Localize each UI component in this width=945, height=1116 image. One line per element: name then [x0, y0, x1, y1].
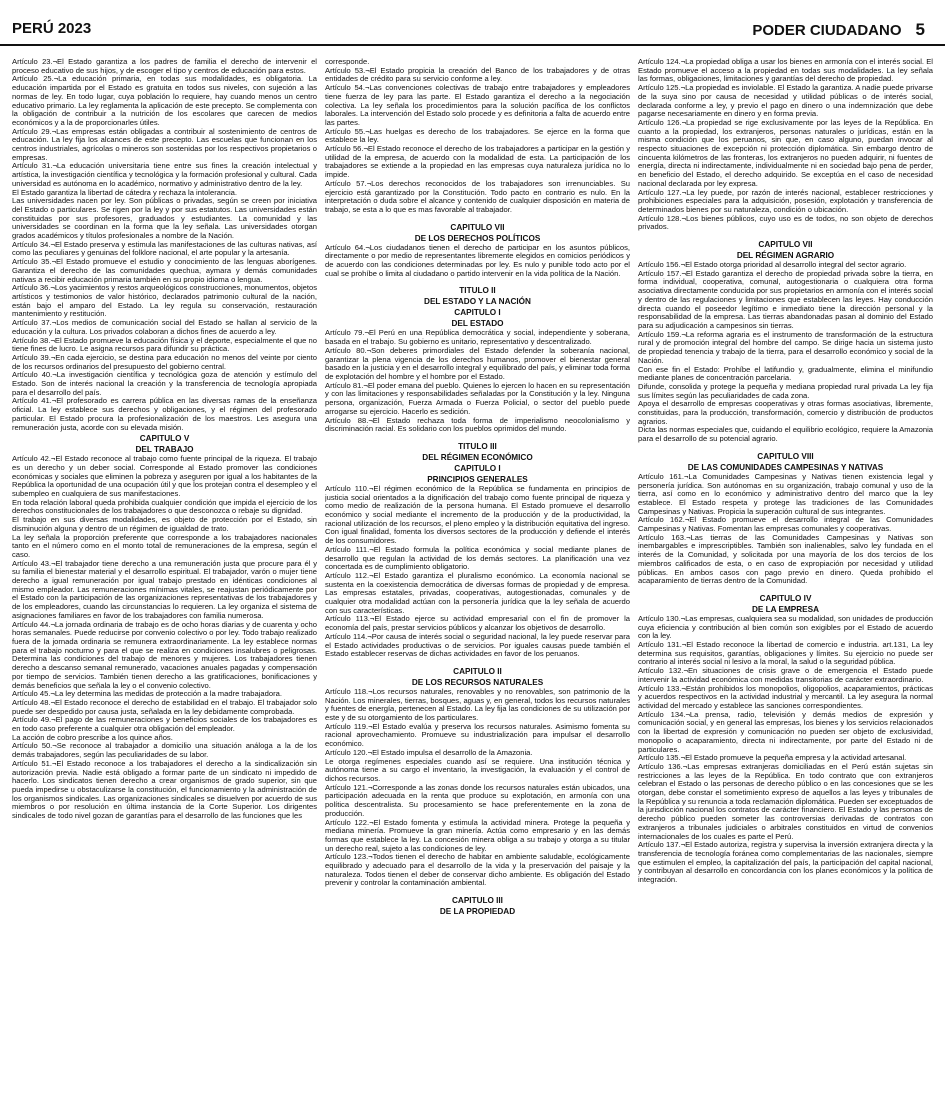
chapter-heading: CAPITULO VII — [450, 222, 505, 232]
chapter-subheading: DE LA EMPRESA — [751, 604, 820, 614]
article-paragraph: Artículo 123.¬Todos tienen el derecho de habitar en ambiente saludable, ecológicamente equilibrado y adecuado para el desarrollo de la vida y la preservación del paisaje y la naturaleza. Todos tienen el deber de conservar dicho ambiente. Es obligación del Estado prevenir y controlar la contaminación ambiental. — [325, 852, 630, 888]
article-paragraph: Artículo 132.¬En situaciones de crisis grave o de emergencia el Estado puede intervenir la actividad económica con medidas transitorias de carácter extraordinario. — [638, 666, 933, 684]
article-paragraph: Artículo 81.¬El poder emana del pueblo. Quienes lo ejercen lo hacen en su representación y con las limitaciones y responsabilidades señaladas por la Constitución y la ley. Ninguna persona, organización, Fuerza Armada o Fuerza Policial, o sector del pueblo puede arrogarse su ejercicio. Hacerlo es sedición. — [325, 380, 630, 416]
article-columns — [12, 58, 932, 1108]
chapter-subheading: DE LOS RECURSOS NATURALES — [411, 677, 544, 687]
article-paragraph: Artículo 110.¬El régimen económico de la República se fundamenta en principios de justicia social orientados a la dignificación del trabajo como fuente principal de riqueza y como medio de realización de la persona humana. El Estado promueve el desarrollo económico y social mediante el incremento de la producción y de la productividad, la racional utilización de los recursos, el pleno empleo y la distribución equitativa del ingreso. Con igual finalidad, fomenta los diversos sectores de la producción y defiende el interés de los consumidores. — [325, 483, 630, 546]
article-paragraph: Artículo 54.¬Las convenciones colectivas de trabajo entre trabajadores y empleadores tiene fuerza de ley para las parte. El Estado garantiza el derecho a la negociación colectiva. La ley señala los procedimientos para la solución pacífica de los conflictos laborales. La intervención del Estado solo procede y es definitoria a falta de acuerdo entre las partes. — [325, 83, 630, 127]
page-header — [0, 0, 945, 46]
article-paragraph: Artículo 156.¬El Estado otorga prioridad al desarrollo integral del sector agrario. — [638, 260, 907, 270]
article-paragraph: Artículo 122.¬El Estado fomenta y estimula la actividad minera. Protege la pequeña y mediana minería. Promueve la gran minería. Actúa como empresario y en las demás formas que establece la ley. La concesión minera obliga a su trabajo y otorga a su titular un derecho real, sujeto a las condiciones de ley. — [325, 817, 630, 853]
article-paragraph: Dicta las normas especiales que, cuidando el equilibrio ecológico, requiere la Amazonia para el desarrollo de su potencial agrario. — [638, 425, 933, 444]
article-paragraph: En toda relación laboral queda prohibida cualquier condición que impida el ejercicio de los derechos constitucionales de los trabajadores o que desconozca o rebaje su dignidad. — [12, 497, 317, 516]
article-paragraph: Difunde, consolida y protege la pequeña y mediana propiedad rural privada La ley fija sus límites según las peculiaridades de cada zona. — [638, 381, 933, 400]
article-paragraph: Le otorga regímenes especiales cuando así se requiere. Una institución técnica y autónoma tiene a su cargo el inventario, la investigación, la evaluación y el control de dichos recursos. — [325, 756, 630, 783]
chapter-subheading: DEL TRABAJO — [135, 445, 194, 455]
chapter-heading: CAPITULO IV — [759, 593, 812, 603]
chapter-subheading: DEL RÉGIMEN ECONÓMICO — [422, 452, 533, 462]
chapter-subheading: CAPITULO I — [454, 463, 501, 473]
article-paragraph: El trabajo en sus diversas modalidades, es objeto de protección por el Estado, sin disminución alguna y dentro de un régimen de igualdad de trato. — [12, 515, 317, 533]
article-paragraph: Artículo 121.¬Corresponde a las zonas donde los recursos naturales están ubicados, una participación adecuada en la renta que produce su explotación, en armonía con una política descentralista. Su procesamiento se hace preferentemente en la zona de producción. — [325, 782, 630, 818]
newspaper-edition: PERÚ 2023 — [12, 20, 92, 37]
article-paragraph: Artículo 41.¬El profesorado es carrera pública en las diversas ramas de la enseñanza oficial. La ley establece sus derechos y obligaciones, y el régimen del profesorado particular. El Estado procura la profesionalización de los maestros. Les asegura una remuneración justa, acorde con su elevada misión. — [12, 396, 317, 432]
article-paragraph: Artículo 114.¬Por causa de interés social o seguridad nacional, la ley puede reservar para el Estado actividades productivas o de servicios. Por iguales causas puede también el Estado establecer reservas de dichas actividades en favor de los peruanos. — [325, 631, 630, 659]
chapter-subheading: DEL ESTADO — [451, 319, 504, 329]
chapter-subheading: DE LAS COMUNIDADES CAMPESINAS Y NATIVAS — [687, 462, 884, 472]
article-paragraph: Artículo 134.¬La prensa, radio, televisión y demás medios de expresión y comunicación social, y en general las empresas, los bienes y los servicios relacionados con la libertad de expresión y comunicación no pueden ser objeto de exclusividad, monopolio o acaparamiento, directa ni indirectamente, por parte del Estado ni de particulares. — [638, 709, 933, 754]
chapter-subheading: DE LA PROPIEDAD — [439, 907, 516, 917]
article-paragraph: Artículo 35.¬El Estado promueve el estudio y conocimiento de las lenguas aborígenes. Garantiza el derecho de las comunidades quechua, aymara y demás comunidades nativas a recibir educación primaria también en su propio idioma o lengua. — [12, 257, 317, 284]
article-paragraph: Artículo 48.¬El Estado reconoce el derecho de estabilidad en el trabajo. El trabajador solo puede ser despedido por causa justa, señalada en la ley debidamente comprobada. — [12, 697, 317, 716]
article-paragraph: Artículo 39.¬En cada ejercicio, se destina para educación no menos del veinte por ciento de los recursos ordinarios del presupuesto del gobierno central. — [12, 352, 317, 371]
column-1 — [12, 58, 317, 1108]
article-paragraph: Artículo 159.¬La reforma agraria es el instrumento de transformación de la estructura rural y de promoción integral del hombre del campo. Se dirige hacia un sistema justo de propiedad tenencia y trabajo de la tierra, para el desarrollo económico y social de la Nación. — [638, 329, 933, 365]
article-paragraph: Artículo 125.¬La propiedad es inviolable. El Estado la garantiza. A nadie puede privarse de la suya sino por causa de necesidad y utilidad públicas o de interés social, declarada conforme a ley, y previo el pago en dinero o una indemnización que debe pagarse necesariamente en dinero y en forma previa. — [638, 83, 933, 119]
chapter-heading: CAPITULO V — [139, 434, 190, 444]
chapter-subheading: CAPITULO I — [454, 308, 501, 318]
article-paragraph: Artículo 127.¬La ley puede, por razón de interés nacional, establecer restricciones y prohibiciones especiales para la adquisición, posesión, explotación y transferencia de determinados bienes por su naturaleza, condición o ubicación. — [638, 187, 933, 214]
article-paragraph: Artículo 130.¬Las empresas, cualquiera sea su modalidad, son unidades de producción cuya eficiencia y contribución al bien común son exigibles por el Estado de acuerdo con la ley. — [638, 613, 933, 641]
article-paragraph: Artículo 29.¬Las empresas están obligadas a contribuir al sostenimiento de centros de educación. La ley fija los alcances de este precepto. Las escuelas que funcionan en los centros industriales, agrícolas o mineros son sostenidas por los respectivos propietarios o empresas. — [12, 126, 317, 162]
article-paragraph: Artículo 36.¬Los yacimientos y restos arqueológicos construcciones, monumentos, objetos artísticos y testimonios de valor histórico, declarados patrimonio cultural de la nación, están bajo el amparo del Estado. La ley regula su conservación, restauración mantenimiento y restitución. — [12, 283, 317, 319]
article-paragraph: Artículo 88.¬El Estado rechaza toda forma de imperialismo neocolonialismo y discriminación racial. Es solidario con los pueblos oprimidos del mundo. — [325, 415, 630, 434]
article-paragraph: Artículo 31.¬La educación universitaria tiene entre sus fines la creación intelectual y artística, la investigación científica y tecnológica y la formación profesional y cultural. Cada universidad es autónoma en lo académico, normativo y administrativo dentro de la ley. — [12, 161, 317, 188]
article-paragraph: Artículo 53.¬El Estado propicia la creación del Banco de los trabajadores y de otras entidades de crédito para su servicio conforme a ley. — [325, 65, 630, 84]
article-paragraph: Apoya el desarrollo de empresas cooperativas y otras formas asociativas, libremente, constituidas, para la producción, transformación, comercio y distribución de productos agrarios. — [638, 399, 933, 426]
chapter-subheading: DE LOS DERECHOS POLÍTICOS — [414, 233, 541, 243]
article-paragraph: Artículo 45.¬La ley determina las medidas de protección a la madre trabajadora. — [12, 689, 282, 699]
article-paragraph: Artículo 128.¬Los bienes públicos, cuyo uso es de todos, no son objeto de derechos privados. — [638, 213, 933, 232]
article-paragraph: Artículo 25.¬La educación primaria, en todas sus modalidades, es obligatoria. La educación impartida por el Estado es gratuita en todos sus niveles, con sujeción a las normas de ley. En todo lugar, cuya población lo requiere, hay cuando menos un centro educativo primario. La ley reglamenta la aplicación de este precepto. Se complementa con la obligación de contribuir a la nutrición de los escolares que carecen de medios económicos y a la de proporcionarles útiles. — [12, 74, 317, 127]
article-paragraph: Artículo 126.¬La propiedad se rige exclusivamente por las leyes de la República. En cuanto a la propiedad, los extranjeros, personas naturales o jurídicas, están en la misma condición que los peruanos, sin que, en caso alguno, puedan invocar al respecto situaciones de excepción ni protección diplomática. Sin embargo dentro de cincuenta kilómetros de las fronteras, los extranjeros no pueden adquirir, ni fuentes de energía, directa ni indirectamente, individualmente ni en sociedad bajo pena de perder, en beneficio del Estado, el derecho adquirido. Se exceptúa en el caso de necesidad nacional declarada por ley expresa. — [638, 117, 933, 188]
article-paragraph: Artículo 56.¬El Estado reconoce el derecho de los trabajadores a participar en la gestión y utilidad de la empresa, de acuerdo con la modalidad de esta. La participación de los trabajadores se extiende a la propiedad en las empresas cuya naturaleza jurídica no lo impide. — [325, 144, 630, 180]
article-paragraph: Con ese fin el Estado: Prohíbe el latifundio y, gradualmente, elimina el minifundio mediante planes de concentración parcelaria. — [638, 364, 933, 383]
article-paragraph: Artículo 135.¬El Estado promueve la pequeña empresa y la actividad artesanal. — [638, 753, 907, 763]
article-paragraph: Artículo 64.¬Los ciudadanos tienen el derecho de participar en los asuntos públicos, directamente o por medio de representantes libremente elegidos en comicios periódicos y de acuerdo con las condiciones determinadas por ley. Es nulo y punible todo acto por el cual se prohíbe o limita al ciudadano o partido intervenir en la vida política de la Nación. — [325, 242, 630, 278]
article-paragraph: Artículo 157.¬El Estado garantiza el derecho de propiedad privada sobre la tierra, en forma individual, cooperativa, comunal, autogestionaria o cualquiera otra forma asociativa directamente conducida por sus propietarios en armonía con el interés social y dentro de las regulaciones y limitaciones que establecen las leyes. Hay conducción directa cuando el poseedor legítimo e inmediato tiene la dirección personal y la responsabilidad de la empresa. Las tierras abandonadas pasan al dominio del Estado para su adjudicación a campesinos sin tierras. — [638, 268, 933, 330]
article-paragraph: Artículo 42.¬El Estado reconoce al trabajo como fuente principal de la riqueza. El trabajo es un derecho y un deber social. Corresponde al Estado promover las condiciones económicas y sociales que eliminen la pobreza y aseguren por igual a los habitantes de la República la oportunidad de una ocupación útil y que los protejan contra el desempleo y el subempleo en cualquiera de sus manifestaciones. — [12, 454, 317, 499]
article-paragraph: Artículo 44.¬La jornada ordinaria de trabajo es de ocho horas diarias y de cuarenta y ocho horas semanales. Puede reducirse por convenio colectivo o por ley. Todo trabajo realizado fuera de la jornada ordinaria se remunera extraordinariamente. La ley establece normas para el trabajo nocturno y para el que se realiza en condiciones insalubres o peligrosas. Determina las condiciones del trabajo de menores y mujeres. Los trabajadores tienen derecho a descanso semanal remunerado, vacaciones anuales pagadas y compensación por tiempo de servicios. También tienen derecho a las gratificaciones, bonificaciones y demás beneficios que señala la ley o el convenio colectivo. — [12, 619, 317, 690]
article-paragraph: Artículo 23.¬El Estado garantiza a los padres de familia el derecho de intervenir el proceso educativo de sus hijos, y de escoger el tipo y centros de educación para estos. — [12, 58, 317, 75]
chapter-subheading: DEL ESTADO Y LA NACIÓN — [424, 297, 531, 307]
article-paragraph: Artículo 38.¬El Estado promueve la educación física y el deporte, especialmente el que no tiene fines de lucro. Le asigna recursos para difundir su práctica. — [12, 335, 317, 354]
article-paragraph: Artículo 34.¬El Estado preserva y estimula las manifestaciones de las culturas nativas, así como las peculiares y genuinas del folklore nacional, el arte popular y la artesanía. — [12, 239, 317, 258]
article-paragraph: Artículo 113.¬El Estado ejerce su actividad empresarial con el fin de promover la economía del país, prestar servicios públicos y alcanzar los objetivos de desarrollo. — [325, 614, 630, 633]
chapter-heading: TITULO III — [458, 441, 497, 451]
page-number: 5 — [915, 20, 925, 39]
article-paragraph: Artículo 50.¬Se reconoce al trabajador a domicilio una situación análoga a la de los demás trabajadores, según las peculiaridades de su labor. — [12, 741, 317, 760]
article-paragraph: Artículo 136.¬Las empresas extranjeras domiciliadas en el Perú están sujetas sin restricciones a las leyes de la República. En todo contrato que con extranjeros celebran el Estado o las personas de derecho público o en las concesiones que se les otorgan, debe constar el sometimiento expreso de aquellos a las leyes y tribunales de la República y su renuncia a toda reclamación diplomática. Pueden ser exceptuados de la jurisdicción nacional los contratos de carácter financiero. El Estado y las personas de derecho público pueden someter las controversias derivadas de contratos con extranjeros a tribunales judiciales o arbitrales constituidos en virtud de convenios internacionales de los cuales es parte el Perú. — [638, 761, 933, 841]
article-paragraph: Artículo 80.¬Son deberes primordiales del Estado defender la soberanía nacional, garantizar la plena vigencia de los derechos humanos, promover el bienestar general basado en la justicia y en el desarrollo integral y equilibrado del país, y eliminar toda forma de explotación del hombre y el hombre por el Estado. — [325, 345, 630, 381]
chapter-heading: CAPITULO VII — [758, 240, 813, 250]
section-title: PODER CIUDADANO — [752, 22, 902, 39]
article-paragraph: Artículo 49.¬El pago de las remuneraciones y beneficios sociales de los trabajadores es en todo caso preferente a cualquier otra obligación del empleador. — [12, 715, 317, 734]
chapter-heading: CAPITULO III — [452, 896, 503, 906]
article-paragraph: La acción de cobro prescribe a los quince años. — [12, 732, 173, 742]
article-paragraph: Artículo 162.¬El Estado promueve el desarrollo integral de las Comunidades Campesinas y Nativas. Fomentan las empresas comunales y cooperativas. — [638, 515, 933, 534]
article-paragraph: La ley señala la proporción preferente que corresponde a los trabajadores nacionales tanto en el número como en el monto total de remuneraciones de la empresa, según el caso. — [12, 532, 317, 559]
section-title-wrap — [752, 20, 925, 40]
article-paragraph: Artículo 120.¬El Estado impulsa el desarrollo de la Amazonia. — [325, 747, 533, 757]
article-paragraph: Artículo 37.¬Los medios de comunicación social del Estado se hallan al servicio de la educación y la cultura. Los privados colaboran a dichos fines de acuerdo a ley. — [12, 318, 317, 336]
chapter-subheading: PRINCIPIOS GENERALES — [427, 474, 528, 484]
article-paragraph: Artículo 137.¬El Estado autoriza, registra y supervisa la inversión extranjera directa y la transferencia de tecnología foránea como complementarias de las nacionales, siempre que estimulen el empleo, la capitalización del país, la participación del capital nacional, y contribuyan al desarrollo en concordancia con los planes económicos y la política de integración. — [638, 840, 933, 885]
article-paragraph: Las universidades nacen por ley. Son públicas o privadas, según se creen por iniciativa del Estado o particulares. Se rigen por la ley y por sus estatutos. Las universidades están constituidas por sus profesores, graduados y estudiantes. La comunidad y las universidades se coordinan en la forma que la ley señala. Las universidades otorgan grados académicos y títulos profesionales a nombre de la Nación. — [12, 196, 317, 241]
article-paragraph: Artículo 111.¬El Estado formula la política económica y social mediante planes de desarrollo que regulan la actividad de los demás sectores. La planificación una vez concertada es de cumplimiento obligatorio. — [325, 544, 630, 572]
chapter-heading: TITULO II — [459, 286, 496, 296]
article-paragraph: Artículo 55.¬Las huelgas es derecho de los trabajadores. Se ejerce en la forma que establece la ley. — [325, 126, 630, 145]
article-paragraph: Artículo 118.¬Los recursos naturales, renovables y no renovables, son patrimonio de la Nación. Los minerales, tierras, bosques, aguas y, en general, todos los recursos naturales y fuentes de energía, pertenecen al Estado. La ley fija las condiciones de su utilización por este y de su otorgamiento de los particulares. — [325, 686, 630, 723]
article-paragraph: Artículo 79.¬El Perú en una República democrática y social, independiente y soberana, basada en el trabajo. Su gobierno es unitario, representativo y descentralizado. — [325, 328, 630, 347]
article-paragraph: Artículo 112.¬El Estado garantiza el pluralismo económico. La economía nacional se sustenta en la coexistencia democrática de diversas formas de propiedad y de empresa. Las empresas estatales, privadas, cooperativas, autogestionadas, comunales y de cualquier otra modalidad actúan con la personería jurídica que la ley señala de acuerdo con sus características. — [325, 570, 630, 615]
article-paragraph: Artículo 163.¬Las tierras de las Comunidades Campesinas y Nativas son inembargables e imprescriptibles. También son inalienables, salvo ley fundada en el interés de la Comunidad, y solicitada por una mayoría de los dos tercios de los miembros calificados de esta, o en caso de expropiación por necesidad y utilidad públicas. En ambos casos con pago previo en dinero. Queda prohibido el acaparamiento de tierras dentro de la Comunidad. — [638, 532, 933, 586]
chapter-heading: CAPITULO VIII — [757, 451, 814, 461]
article-paragraph: Artículo 119.¬El Estado evalúa y preserva los recursos naturales. Asimismo fomenta su racional aprovechamiento. Promueve su industrialización para impulsar el desarrollo económico. — [325, 721, 630, 749]
article-paragraph: El Estado garantiza la libertad de cátedra y rechaza la intolerancia. — [12, 187, 237, 197]
article-paragraph: Artículo 124.¬La propiedad obliga a usar los bienes en armonía con el interés social. El Estado promueve el acceso a la propiedad en todas sus modalidades. La ley señala las formas, obligaciones, limitaciones y garantías del derecho de propiedad. — [638, 58, 933, 84]
article-paragraph: Artículo 51.¬El Estado reconoce a los trabajadores el derecho a la sindicalización sin autorización previa. Nadie está obligado a formar parte de un sindicato ni impedido de hacerlo. Los sindicatos tienen derecho a crear organismos de grado superior, sin que pueda impedirse u obstaculizarse la constitución, el funcionamiento y la administración de los organismos sindicales. Las organizaciones sindicales se disuelven por acuerdo de sus miembros o por resolución en última instancia de la Corte Superior. Los dirigentes sindicales de todo nivel gozan de garantías para el desarrollo de las funciones que les — [12, 758, 317, 821]
article-paragraph: Artículo 43.¬El trabajador tiene derecho a una remuneración justa que procure para él y su familia el bienestar material y el desarrollo espiritual. El trabajador, varón o mujer tiene derecho a igual remuneración por igual trabajo prestado en idénticas condiciones al mismo empleador. Las remuneraciones mínimas vitales, se reajustan periódicamente por el Estado con la participación de las organizaciones representativas de los trabajadores y de los empleadores, cuando las circunstancias lo requieren. La ley organiza el sistema de asignaciones familiares en favor de los trabajadores con familia numerosa. — [12, 558, 317, 620]
chapter-heading: CAPITULO II — [453, 666, 502, 676]
article-paragraph: Artículo 161.¬La Comunidades Campesinas y Nativas tienen existencia legal y personería jurídica. Son autónomas en su organización, trabajo comunal y uso de la tierra, así como en lo económico y administrativo dentro del marco que la ley establece. El Estado respeta y protege las tradiciones de las Comunidades Campesinas y Nativas. Propicia la superación cultural de sus integrantes. — [638, 471, 933, 516]
article-paragraph: Artículo 40.¬La investigación científica y tecnológica goza de atención y estímulo del Estado. Son de interés nacional la creación y la transferencia de tecnología apropiada para el desarrollo del país. — [12, 370, 317, 397]
article-paragraph: corresponde. — [325, 58, 370, 66]
column-3 — [638, 58, 933, 1108]
column-2 — [325, 58, 630, 1108]
article-paragraph: Artículo 57.¬Los derechos reconocidos de los trabajadores son irrenunciables. Su ejercicio está garantizado por la Constitución. Todo pacto en contrario es nulo. En la interpretación o duda sobre el alcance y contenido de cualquier disposición en materia de trabajo, se esta a lo que es mas favorable al trabajador. — [325, 178, 630, 214]
chapter-subheading: DEL RÉGIMEN AGRARIO — [736, 251, 835, 261]
article-paragraph: Artículo 131.¬El Estado reconoce la libertad de comercio e industria. art.131, La ley determina sus requisitos, garantías, obligaciones y límites. Su ejercicio no puede ser contrario al interés social ni lesivo a la moral, la salud o la seguridad pública. — [638, 640, 933, 667]
article-paragraph: Artículo 133.¬Están prohibidos los monopolios, oligopolios, acaparamientos, prácticas y acuerdos respectivos en la actividad industrial y mercantil. La ley asegura la normal actividad del mercado y establece las sanciones correspondientes. — [638, 683, 933, 710]
